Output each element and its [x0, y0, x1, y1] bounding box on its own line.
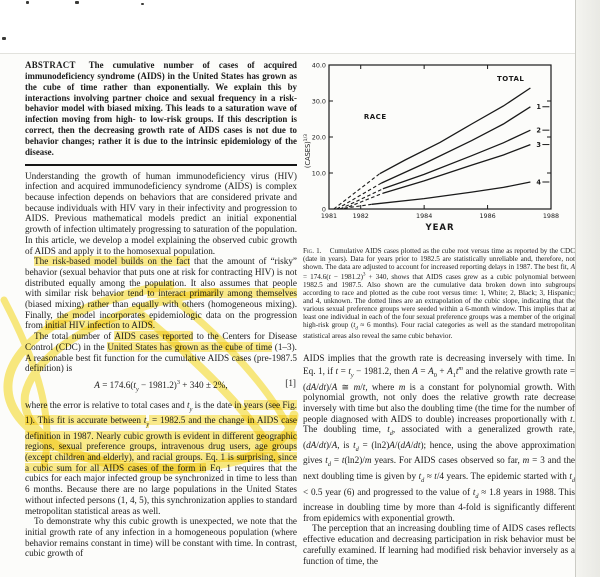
svg-text:2: 2: [536, 126, 541, 135]
svg-text:20.0: 20.0: [311, 133, 326, 142]
paragraph-gap: [303, 341, 575, 353]
equation-1: [25, 378, 297, 396]
svg-text:40.0: 40.0: [311, 61, 326, 70]
equation-body: $A = 174.6(t_y - 1981.2)^3 + 340 \pm 2\%$,: [94, 378, 228, 393]
scan-artifact: [75, 1, 79, 4]
body-paragraph-2: The risk-based model builds on the fact that the amount of “risky” behavior (sexual behavior that puts one at risk for contracting HIV) is not distributed equally among the population. It also assumes that people with similar risk behavior tend to interact primarily among themselves (biased mixing) rather than equally with others (homogeneous mixing). Finally, the model incorporates epidemiologic data on the progression from initial HIV infection to AIDS.: [25, 256, 297, 331]
figure-caption: [303, 248, 575, 341]
right-column: [303, 57, 575, 566]
svg-text:(CASES)1/3: (CASES)$^{1/3}$: [304, 133, 312, 169]
svg-text:1988: 1988: [542, 212, 560, 220]
body-paragraph-6: AIDS implies that the growth rate is decreasing inversely with time. In Eq. 1, if $t = t_y - 1981.2$, then $A = A_0 + A_1t^m$ and the relative growth rate = (dA/dt)/A ≅ m/t, where m is a constant for polynomial growth. With polynomial growth, not only does the relative growth rate decrease inversely with time but also the doubling time (the time for the number of people diagnosed with AIDS to double) increases proportionally with t. The doubling time, $t_d$, associated with a generalized growth rate, (dA/dt)/A, is $t_d = (\ln 2)A/(dA/dt)$; hence, using the above approximation gives $t_d = t(\ln 2)/m$ years. For AIDS cases observed so far, m = 3 and the next doubling time is given by $t_d \approx t/4$ years. The epidemic started with $t_d < 0.5$ year (6) and progressed to the value of $t_d \approx 1.8$ years in 1988. This increase in doubling time by more than 4-fold is significantly different from epidemics with exponential growth.: [303, 353, 576, 523]
equation-number: [1]: [285, 377, 296, 388]
svg-text:YEAR: YEAR: [425, 223, 455, 233]
body-paragraph-7: The perception that an increasing doubling time of AIDS cases reflects effective education and decreasing participation in risk behavior must be carefully examined. If learning had modified risk behavior inversely as a function of time, the: [303, 523, 575, 566]
section-rule: [25, 164, 297, 166]
svg-text:3: 3: [536, 140, 541, 149]
body-paragraph-3: The total number of AIDS cases reported to the Centers for Disease Control (CDC) in the United States has grown as the cube of time (1–3). A reasonable best fit function for the cumulative AIDS cases (pre-1987.5 definition) is: [25, 331, 297, 374]
scan-right-edge: [575, 0, 600, 577]
svg-text:0: 0: [321, 205, 326, 214]
scan-artifact: [141, 3, 144, 5]
figure-label: Fig. 1.: [303, 247, 322, 255]
abstract: [25, 60, 297, 158]
body-paragraph-1: Understanding the growth of human immunodeficiency virus (HIV) infection and acquired immunodeficiency syndrome (AIDS) is complex because infection depends on behaviors that are considered private and because individuals with HIV vary in their infectivity and progression to AIDS. Previous mathematical models predict an initial exponential growth of infection ultimately progressing to saturation of the population. In this article, we develop a model explaining the observed cubic growth of AIDS and apply it to the homosexual population.: [25, 170, 297, 256]
svg-text:1984: 1984: [416, 212, 433, 220]
abstract-label: ABSTRACT: [25, 60, 76, 70]
body-paragraph-4: where the error is relative to total cases and $t_y$ is the date in years (see Fig. 1). This fit is accurate between $t_y = 1982.5$ and the change in AIDS case definition in 1987. Nearly cubic growth is evident in different geographic regions, sexual preference groups, intravenous drug users, age groups (except children and elderly), and racial groups. Eq. 1 is surprising, since a cubic sum for all AIDS cases of the form in Eq. 1 requires that the cubics for each major infected group be synchronized in time to less than 6 months. Because there are no large populations in the United States without infected persons (1, 4, 5), this synchronization applies to standard metropolitan statistical areas as well.: [25, 399, 297, 516]
svg-text:1986: 1986: [479, 212, 496, 220]
svg-text:30.0: 30.0: [311, 97, 326, 106]
svg-text:RACE: RACE: [363, 113, 387, 121]
figure-caption-text: Cumulative AIDS cases plotted as the cube root versus time as reported by the CDC (date in years). Data for years prior to 1982.5 are statistically unreliable and, therefore, not shown. The data are adjusted to account for increased reporting delays in 1987. The best fit, $A = 174.6(t - 1981.2)^3 + 340$, shows that AIDS cases grew as a cubic polynomial between 1982.5 and 1987.5. Also shown are the cumulative data broken down into subgroups according to race and plotted as the cube root versus time: 1, White; 2, Black; 3, Hispanic; and 4, unknown. The dotted lines are an extrapolation of the cubic slope, indicating that the various sexual preference groups were seeded within a 6-month window. This implies that at least one individual in each of the four sexual preference groups was a member of the original high-risk group ($t_d \approx 6$ months). Four racial categories as well as the standard metropolitan statistical areas also reveal the same cubic behavior.: [303, 247, 576, 341]
body-paragraph-5: To demonstrate why this cubic growth is unexpected, we note that the initial growth rate of any infection in a homogeneous population (where behavior remains constant in time) will be constant with time. In contrast, cubic growth of: [25, 516, 297, 559]
svg-text:1982: 1982: [352, 212, 369, 220]
scan-artifact: [26, 1, 29, 4]
svg-text:1981: 1981: [320, 212, 338, 220]
svg-text:TOTAL: TOTAL: [497, 75, 525, 84]
svg-text:4: 4: [536, 178, 541, 187]
scan-top-margin: [0, 0, 600, 54]
abstract-text: The cumulative number of cases of acquired immunodeficiency syndrome (AIDS) in the United States has grown as the cube of time rather than exponentially. We explain this by interactions involving partner choice and sexual frequency in a risk-behavior model with biased mixing. This leads to a saturation wave of infection moving from high- to low-risk groups. If this description is correct, then the decreasing growth rate of AIDS cases is not due to behavior changes; rather it is due to the intrinsic epidemiology of the disease.: [25, 60, 297, 157]
fig1-line-chart: [303, 57, 575, 243]
svg-text:1: 1: [536, 103, 541, 112]
scan-artifact: [2, 37, 6, 40]
left-column: [25, 60, 297, 559]
svg-text:10.0: 10.0: [311, 169, 326, 178]
